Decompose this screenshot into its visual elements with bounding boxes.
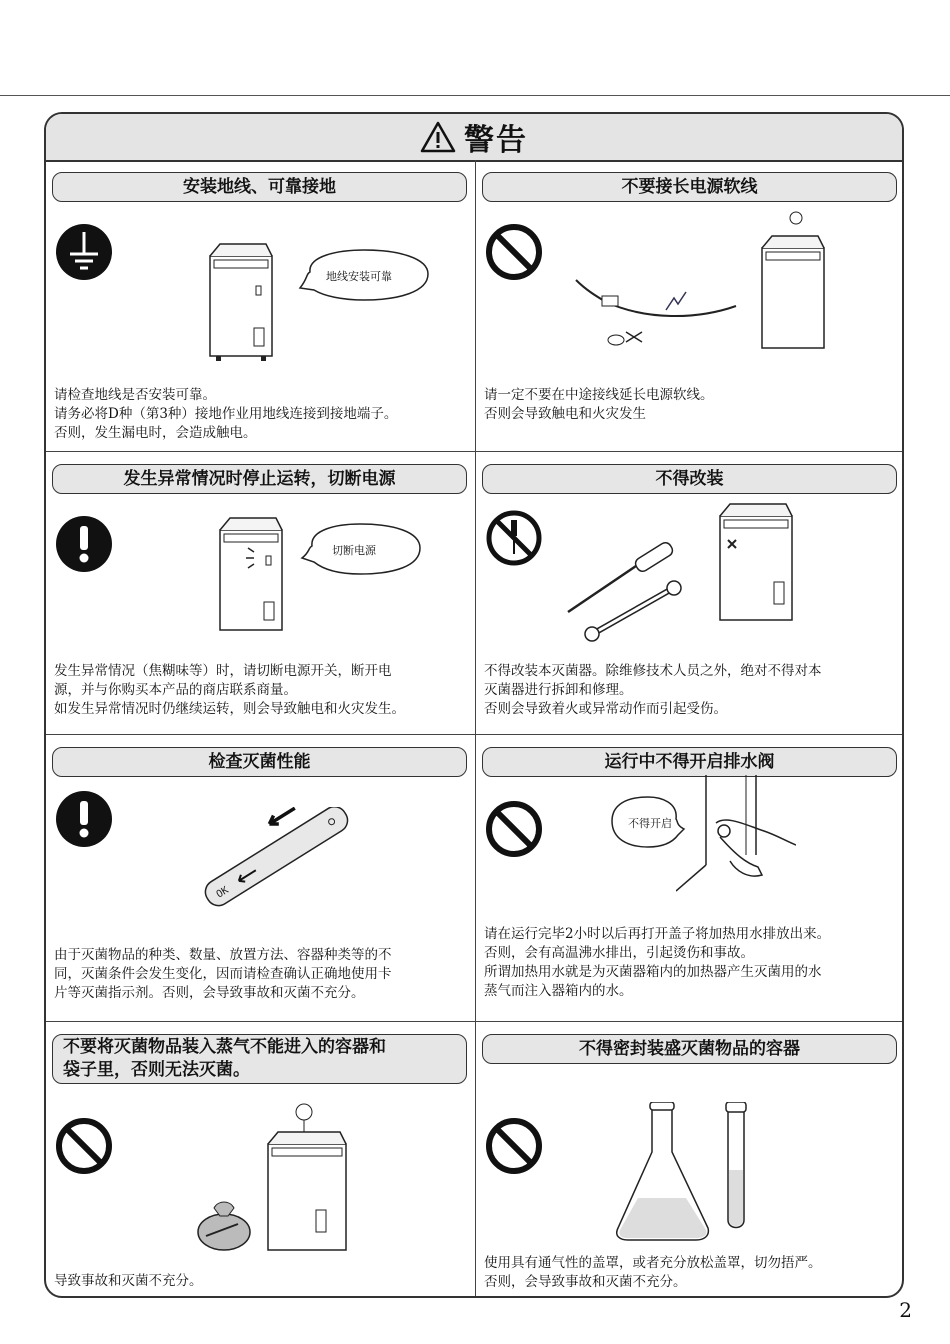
desc-line: 请一定不要在中途接线延长电源软线。 — [484, 387, 714, 403]
cell-label: 不要接长电源软线 — [482, 172, 897, 202]
cell-label — [52, 1034, 467, 1084]
callout-text: 切断电源 — [332, 544, 376, 557]
cell-description — [484, 386, 901, 424]
cell-label: 运行中不得开启排水阀 — [482, 747, 897, 777]
ground-icon — [54, 222, 114, 282]
desc-line: 片等灭菌指示剂。否则，会导致事故和灭菌不充分。 — [54, 985, 365, 1001]
desc-line: 请务必将D种（第3种）接地作业用地线连接到接地端子。 — [54, 406, 398, 422]
warning-cell-no-sealed-container — [476, 1022, 904, 1298]
prohibition-icon — [54, 1116, 114, 1176]
cell-label: 不得密封装盛灭菌物品的容器 — [482, 1034, 897, 1064]
sterilizer-illustration — [716, 502, 798, 632]
label-line: 不要将灭菌物品装入蒸气不能进入的容器和 — [63, 1037, 386, 1057]
desc-line: 使用具有通气性的盖罩，或者充分放松盖罩，切勿捂严。 — [484, 1255, 822, 1271]
desc-line: 源，并与你购买本产品的商店联系商量。 — [54, 682, 297, 698]
desc-line: 否则会导致着火或异常动作而引起受伤。 — [484, 701, 727, 717]
label-line: 袋子里，否则无法灭菌。 — [63, 1060, 250, 1080]
sterilizer-illustration — [206, 242, 276, 364]
warning-title: 警告 — [464, 123, 528, 158]
desc-line: 如发生异常情况时仍继续运转，则会导致触电和火灾发生。 — [54, 701, 405, 717]
cell-description — [54, 1272, 471, 1291]
desc-line: 否则，会导致事故和灭菌不充分。 — [484, 1274, 687, 1290]
card-text: OK — [214, 884, 231, 901]
callout-text: 地线安装可靠 — [326, 270, 392, 283]
desc-line: 由于灭菌物品的种类、数量、放置方法、容器种类等的不 — [54, 947, 392, 963]
cell-label: 发生异常情况时停止运转，切断电源 — [52, 464, 467, 494]
drain-valve-illustration — [676, 775, 796, 905]
extension-cord-illustration — [566, 210, 836, 365]
warning-cell-cut-power — [46, 452, 475, 734]
desc-line: 请检查地线是否安装可靠。 — [54, 387, 216, 403]
warning-cell-no-modification — [476, 452, 904, 734]
cell-label: 安装地线、可靠接地 — [52, 172, 467, 202]
mandatory-icon — [54, 514, 114, 574]
tools-illustration — [566, 536, 696, 646]
prohibition-icon — [484, 222, 544, 282]
prohibition-icon — [484, 799, 544, 859]
desc-line: 导致事故和灭菌不充分。 — [54, 1273, 203, 1289]
indicator-card-illustration — [192, 807, 362, 907]
warning-cell-check-sterilization — [46, 735, 475, 1021]
cell-description — [484, 1254, 901, 1292]
sterilizer-illustration — [216, 516, 286, 640]
cell-description — [484, 662, 901, 719]
warning-cell-drain-valve — [476, 735, 904, 1021]
desc-line: 发生异常情况（焦糊味等）时，请切断电源开关，断开电 — [54, 663, 392, 679]
warning-cell-ground — [46, 160, 475, 451]
cell-description — [54, 386, 471, 443]
warning-triangle-icon — [420, 121, 456, 153]
desc-line: 不得改装本灭菌器。除维修技术人员之外，绝对不得对本 — [484, 663, 822, 679]
warning-cell-no-extension — [476, 160, 904, 451]
cell-description — [54, 946, 471, 1003]
warning-frame — [44, 112, 904, 1298]
cell-label: 检查灭菌性能 — [52, 747, 467, 777]
cell-label: 不得改装 — [482, 464, 897, 494]
mandatory-icon — [54, 789, 114, 849]
desc-line: 蒸气而注入器箱内的水。 — [484, 983, 633, 999]
desc-line: 请在运行完毕2小时以后再打开盖子将加热用水排放出来。 — [484, 926, 831, 942]
desc-line: 灭菌器进行拆卸和修理。 — [484, 682, 633, 698]
no-disassembly-icon — [484, 508, 544, 568]
warning-header — [46, 114, 902, 162]
cell-description — [54, 662, 471, 719]
top-rule — [0, 95, 950, 96]
glassware-illustration — [616, 1102, 776, 1244]
page-number: 2 — [899, 1298, 912, 1322]
callout-text: 不得开启 — [628, 817, 672, 830]
desc-line: 否则会导致触电和火灾发生 — [484, 406, 646, 422]
desc-line: 否则，发生漏电时，会造成触电。 — [54, 425, 257, 441]
desc-line: 否则，会有高温沸水排出，引起烫伤和事故。 — [484, 945, 754, 961]
warning-cell-no-sealed-bag — [46, 1022, 475, 1298]
desc-line: 所谓加热用水就是为灭菌器箱内的加热器产生灭菌用的水 — [484, 964, 822, 980]
desc-line: 同，灭菌条件会发生变化，因而请检查确认正确地使用卡 — [54, 966, 392, 982]
bag-and-sterilizer-illustration — [192, 1096, 352, 1262]
prohibition-icon — [484, 1116, 544, 1176]
cell-description — [484, 925, 901, 1001]
